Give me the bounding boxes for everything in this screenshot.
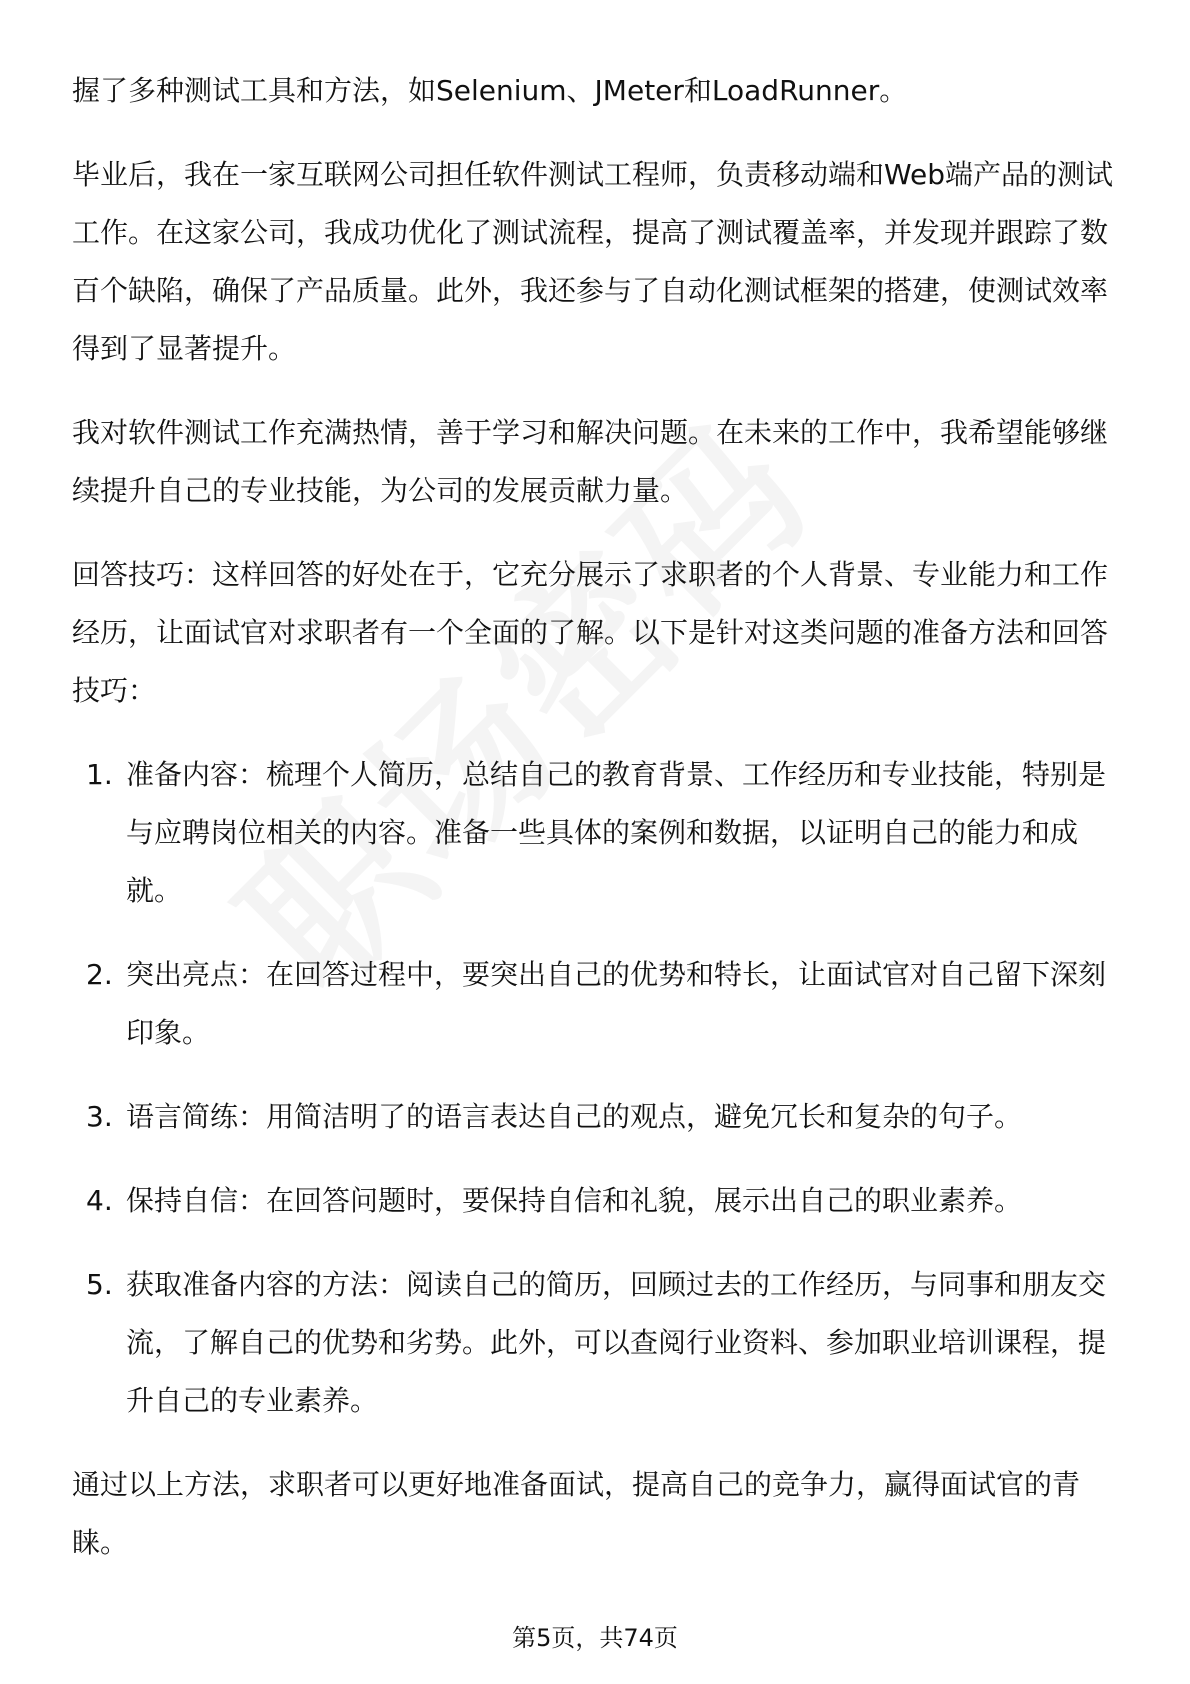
list-item	[72, 746, 1122, 920]
list-item	[72, 1172, 1122, 1230]
list-item-number: 4.	[86, 1184, 113, 1217]
list-item	[72, 946, 1122, 1062]
document-body	[72, 62, 1122, 1598]
list-item	[72, 1088, 1122, 1146]
list-item-number: 2.	[86, 958, 113, 991]
list-item-text: 准备内容：梳理个人简历，总结自己的教育背景、工作经历和专业技能，特别是与应聘岗位相关的内容。准备一些具体的案例和数据，以证明自己的能力和成就。	[126, 758, 1107, 907]
paragraph: 回答技巧：这样回答的好处在于，它充分展示了求职者的个人背景、专业能力和工作经历，让面试官对求职者有一个全面的了解。以下是针对这类问题的准备方法和回答技巧：	[72, 558, 1109, 707]
list-item-number: 3.	[86, 1100, 113, 1133]
tips-list	[72, 746, 1122, 1430]
list-item	[72, 1256, 1122, 1430]
list-item-number: 1.	[86, 758, 113, 791]
list-item-text: 保持自信：在回答问题时，要保持自信和礼貌，展示出自己的职业素养。	[126, 1184, 1023, 1217]
list-item-text: 语言简练：用简洁明了的语言表达自己的观点，避免冗长和复杂的句子。	[126, 1100, 1023, 1133]
paragraph: 我对软件测试工作充满热情，善于学习和解决问题。在未来的工作中，我希望能够继续提升自己的专业技能，为公司的发展贡献力量。	[72, 416, 1109, 507]
paragraph: 毕业后，我在一家互联网公司担任软件测试工程师，负责移动端和Web端产品的测试工作。在这家公司，我成功优化了测试流程，提高了测试覆盖率，并发现并跟踪了数百个缺陷，确保了产品质量。此外，我还参与了自动化测试框架的搭建，使测试效率得到了显著提升。	[72, 158, 1114, 365]
page-number: 第5页，共74页	[512, 1624, 678, 1652]
paragraph: 握了多种测试工具和方法，如Selenium、JMeter和LoadRunner。	[72, 74, 908, 107]
list-item-text: 获取准备内容的方法：阅读自己的简历，回顾过去的工作经历，与同事和朋友交流，了解自己的优势和劣势。此外，可以查阅行业资料、参加职业培训课程，提升自己的专业素养。	[126, 1268, 1107, 1417]
list-item-number: 5.	[86, 1268, 113, 1301]
list-item-text: 突出亮点：在回答过程中，要突出自己的优势和特长，让面试官对自己留下深刻印象。	[126, 958, 1107, 1049]
paragraph: 通过以上方法，求职者可以更好地准备面试，提高自己的竞争力，赢得面试官的青睐。	[72, 1468, 1081, 1559]
